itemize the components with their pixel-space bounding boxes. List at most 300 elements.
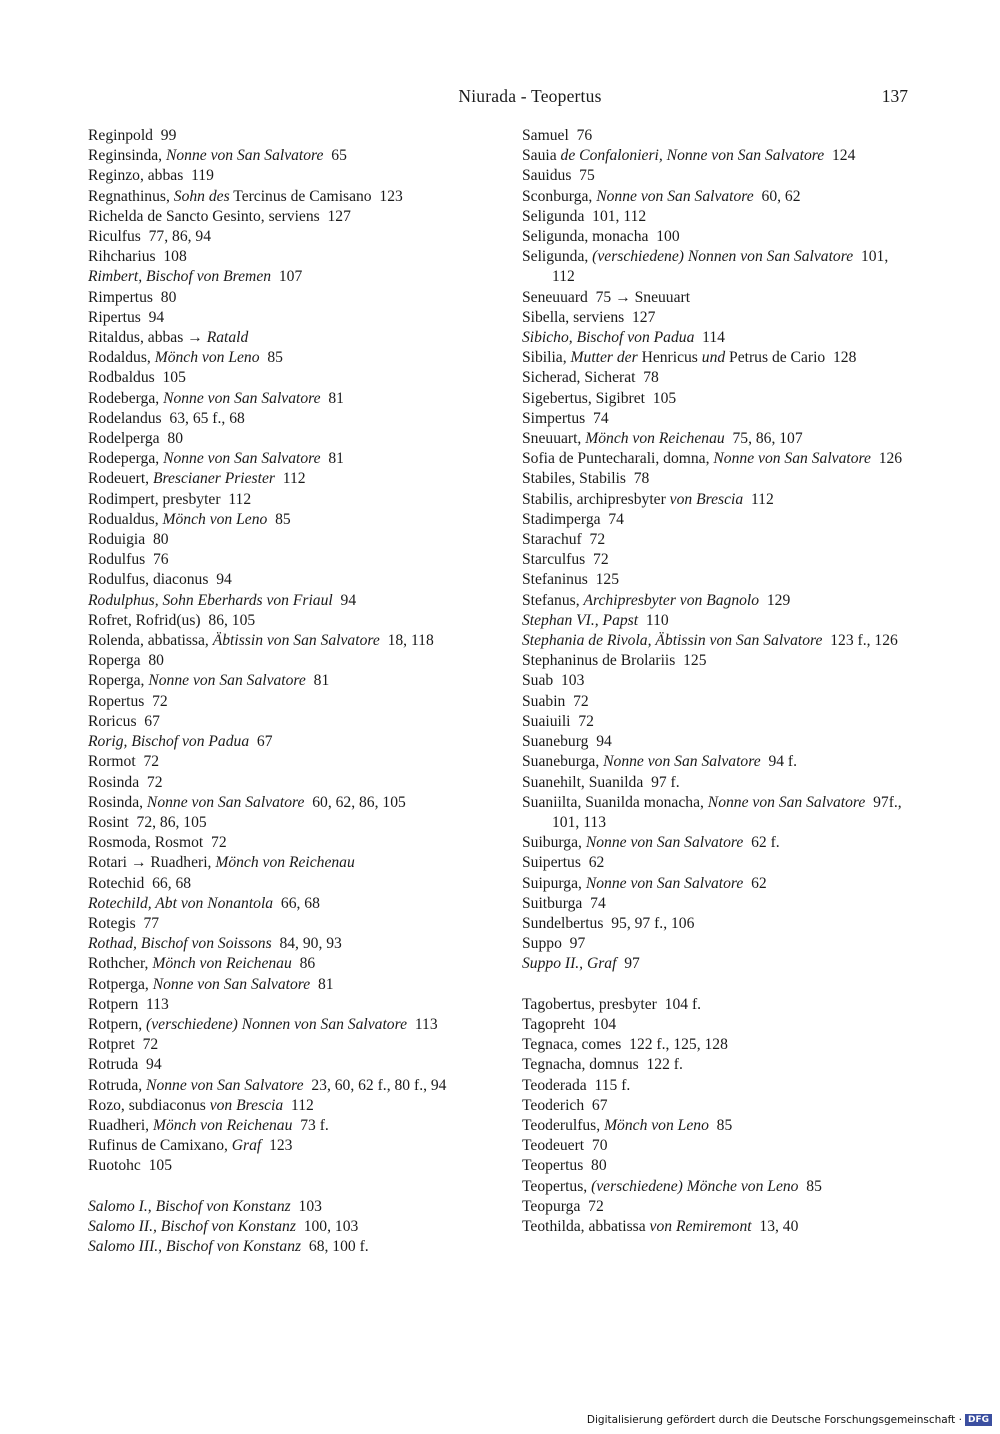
index-entry-text: Rodulfus 76 bbox=[88, 551, 169, 569]
index-entry bbox=[522, 227, 914, 247]
index-entry bbox=[88, 348, 488, 368]
index-entry-text: Rofret, Rofrid(us) 86, 105 bbox=[88, 611, 256, 629]
index-entry-text: 13, 40 bbox=[751, 1217, 799, 1235]
index-entry-text: von Remiremont bbox=[649, 1217, 752, 1235]
index-entry-text: Rothad, Bischof von Soissons bbox=[88, 935, 272, 953]
index-entry-text: 112 bbox=[274, 470, 306, 488]
index-entry bbox=[88, 570, 488, 590]
index-entry bbox=[522, 874, 914, 894]
index-entry-text: 103 bbox=[290, 1197, 322, 1215]
index-entry bbox=[522, 894, 914, 914]
index-entry bbox=[88, 247, 488, 267]
index-entry-text: 126 bbox=[870, 450, 903, 468]
index-entry-text: 85 bbox=[267, 510, 291, 528]
index-entry-text: von Brescia bbox=[209, 1096, 284, 1114]
index-entry bbox=[522, 833, 914, 853]
index-entry bbox=[88, 530, 488, 550]
index-entry bbox=[88, 1015, 488, 1035]
index-entry bbox=[88, 267, 488, 287]
index-entry-text: 97 bbox=[616, 955, 640, 973]
index-entry-text: Teothilda, abbatissa bbox=[522, 1217, 650, 1235]
index-entry-text: 94 f. bbox=[760, 753, 798, 771]
index-entry-text: 67 bbox=[249, 733, 273, 751]
index-entry-text: Ruadheri, bbox=[88, 1116, 153, 1134]
index-entry-text: Stephaninus de Brolariis 125 bbox=[522, 652, 707, 670]
index-entry bbox=[522, 409, 914, 429]
index-entry-text: Rotruda, bbox=[88, 1076, 147, 1094]
index-entry-text: Sauidus 75 bbox=[522, 167, 595, 185]
index-entry-text: Stefanus, bbox=[522, 591, 584, 609]
index-entry-text: Rihcharius 108 bbox=[88, 248, 187, 266]
index-entry bbox=[522, 146, 914, 166]
index-entry-text: Sofia de Puntecharali, domna, bbox=[522, 450, 714, 468]
index-entry-text: Rotechild, Abt von Nonantola bbox=[88, 894, 274, 912]
index-entry bbox=[88, 449, 488, 469]
index-entry-text: Roperga 80 bbox=[88, 652, 164, 670]
index-entry bbox=[88, 995, 488, 1015]
index-entry-text: 107 bbox=[271, 268, 303, 286]
index-entry-text: Samuel 76 bbox=[522, 127, 593, 144]
index-entry-text: (verschiedene) Mönche von Leno bbox=[591, 1177, 799, 1195]
index-entry-text: Simpertus 74 bbox=[522, 409, 609, 427]
index-entry-text: Rosint 72, 86, 105 bbox=[88, 813, 207, 831]
index-entry bbox=[522, 288, 914, 308]
index-entry-text: 85 bbox=[259, 349, 283, 367]
index-entry bbox=[522, 207, 914, 227]
index-entry-text: Ritaldus, abbas → bbox=[88, 329, 207, 347]
index-entry-text: Ropertus 72 bbox=[88, 692, 168, 710]
index-entry bbox=[522, 853, 914, 873]
index-entry-text: Rotpern, bbox=[88, 1015, 147, 1033]
index-entry-text: Stephan VI., Papst bbox=[522, 611, 639, 629]
index-entry-text: Tegnacha, domnus 122 f. bbox=[522, 1056, 683, 1074]
index-entry bbox=[522, 530, 914, 550]
index-entry-text: Nonne von San Salvatore bbox=[163, 450, 321, 468]
index-entry-text: Henricus bbox=[637, 349, 702, 367]
index-entry-text: Mönch von Reichenau bbox=[152, 1116, 293, 1134]
index-entry-text: Nonne von San Salvatore bbox=[146, 1076, 304, 1094]
index-entry bbox=[88, 207, 488, 227]
index-entry-text: Graf bbox=[231, 1137, 262, 1155]
index-entry-text: 101, 112 bbox=[552, 248, 893, 286]
index-entry-text: Salomo II., Bischof von Konstanz bbox=[88, 1217, 296, 1235]
index-entry bbox=[522, 995, 914, 1015]
index-entry bbox=[88, 853, 488, 873]
index-entry bbox=[88, 752, 488, 772]
index-entry-text: Roperga, bbox=[88, 672, 149, 690]
index-entry bbox=[88, 732, 488, 752]
index-entry-text: Rosmoda, Rosmot 72 bbox=[88, 834, 227, 852]
section-gap bbox=[522, 975, 914, 995]
index-entry-text: Stephania de Rivola, Äbtissin von San Salvatore bbox=[522, 632, 823, 650]
index-entry-text: 23, 60, 62 f., 80 f., 94 bbox=[303, 1076, 447, 1094]
index-entry-text: 81 bbox=[320, 389, 344, 407]
index-entry-text: Nonne von San Salvatore bbox=[585, 874, 744, 892]
page-number: 137 bbox=[881, 86, 908, 106]
running-head: Niurada - Teopertus bbox=[458, 86, 602, 106]
index-entry-text: 60, 62, 86, 105 bbox=[304, 793, 406, 811]
index-entry-text: Suabin 72 bbox=[522, 692, 589, 710]
index-entry-text: 97f., 101, 113 bbox=[552, 793, 906, 831]
index-entry bbox=[522, 368, 914, 388]
index-entry bbox=[522, 308, 914, 328]
index-entry-text: 112 bbox=[283, 1096, 314, 1114]
funding-note: Digitalisierung gefördert durch die Deutsche Forschungsgemeinschaft · bbox=[586, 1414, 962, 1426]
index-entry-text: Teopurga 72 bbox=[522, 1197, 604, 1215]
index-entry bbox=[88, 631, 488, 651]
index-entry-text: Teodeuert 70 bbox=[522, 1137, 608, 1155]
index-entry bbox=[88, 166, 488, 186]
index-entry bbox=[522, 752, 914, 772]
index-entry bbox=[522, 934, 914, 954]
index-entry-text: Rosinda, bbox=[88, 793, 147, 811]
index-entry bbox=[522, 490, 914, 510]
index-entry-text: 81 bbox=[305, 672, 330, 690]
index-entry-text: 110 bbox=[638, 611, 669, 629]
index-entry-text: Mönch von Leno bbox=[162, 510, 268, 528]
index-entry-text: 129 bbox=[759, 591, 791, 609]
index-entry-text: Teoderada 115 f. bbox=[522, 1076, 631, 1094]
index-entry-text: Teoderulfus, bbox=[522, 1116, 605, 1134]
index-entry-text: Sauia bbox=[522, 147, 561, 165]
index-entry-text: Rimpertus 80 bbox=[88, 288, 177, 306]
index-entry-text: Nonne von San Salvatore bbox=[148, 672, 306, 690]
index-entry bbox=[88, 510, 488, 530]
index-entry bbox=[88, 692, 488, 712]
index-entry bbox=[522, 1015, 914, 1035]
index-entry-text: 85 bbox=[798, 1177, 822, 1195]
index-entry-text: Suppo II., Graf bbox=[522, 955, 617, 973]
index-entry-text: 86 bbox=[291, 955, 316, 973]
funding-footer bbox=[560, 1414, 992, 1430]
index-entry bbox=[88, 651, 488, 671]
index-entry bbox=[88, 429, 488, 449]
index-entry-text: Reginsinda, bbox=[88, 147, 166, 165]
index-entry-text: Rodulfus, diaconus 94 bbox=[88, 571, 232, 589]
section-gap bbox=[88, 1177, 488, 1197]
index-entry-text: Mönch von Leno bbox=[604, 1116, 709, 1134]
index-entry-text: 60, 62 bbox=[753, 187, 801, 205]
index-entry-text: Rodelandus 63, 65 f., 68 bbox=[88, 409, 245, 427]
index-entry bbox=[522, 348, 914, 368]
index-entry bbox=[88, 914, 488, 934]
index-entry-text: Rodimpert, presbyter 112 bbox=[88, 490, 252, 508]
index-entry-text: Suaniilta, Suanilda monacha, bbox=[522, 793, 708, 811]
index-entry-text: Sicherad, Sicherat 78 bbox=[522, 369, 659, 387]
index-entry-text: Rodeuert, bbox=[88, 470, 153, 488]
index-entry-text: (verschiedene) Nonnen von San Salvatore bbox=[146, 1015, 408, 1033]
index-entry-text: Seligunda, bbox=[522, 248, 593, 266]
index-entry bbox=[522, 773, 914, 793]
index-entry-text: Nonne von San Salvatore bbox=[163, 389, 321, 407]
index-entry bbox=[88, 126, 488, 146]
index-entry-text: Seligunda 101, 112 bbox=[522, 207, 647, 225]
index-entry bbox=[522, 1116, 914, 1136]
index-entry-text: Sigebertus, Sigibret 105 bbox=[522, 389, 677, 407]
index-entry-text: Rodelperga 80 bbox=[88, 430, 183, 448]
index-entry-text: 124 bbox=[824, 147, 856, 165]
index-entry bbox=[522, 611, 914, 631]
index-entry-text: Rotpret 72 bbox=[88, 1036, 159, 1054]
index-entry-text: 75, 86, 107 bbox=[724, 430, 803, 448]
index-entry-text: Suitburga 74 bbox=[522, 894, 606, 912]
index-entry-text: Nonne von San Salvatore bbox=[146, 793, 305, 811]
index-entry-text: Roduigia 80 bbox=[88, 531, 169, 549]
index-entry-text: Suppo 97 bbox=[522, 935, 586, 953]
index-entry bbox=[522, 1217, 914, 1237]
index-entry-text: Sconburga, bbox=[522, 187, 597, 205]
index-entry bbox=[88, 1096, 488, 1116]
index-entry-text: Stabilis, archipresbyter bbox=[522, 490, 670, 508]
index-entry bbox=[522, 732, 914, 752]
index-entry-text: Suab 103 bbox=[522, 672, 585, 690]
index-entry bbox=[88, 490, 488, 510]
index-entry-text: Rodbaldus 105 bbox=[88, 369, 186, 387]
index-entry-text: Suaneburga, bbox=[522, 753, 604, 771]
index-entry bbox=[522, 247, 914, 287]
index-entry-text: Rufinus de Camixano, bbox=[88, 1137, 232, 1155]
index-entry-text: Brescianer Priester bbox=[152, 470, 275, 488]
index-entry-text: Suiburga, bbox=[522, 834, 586, 852]
index-entry-text: Teopertus, bbox=[522, 1177, 592, 1195]
index-entry-text: Roricus 67 bbox=[88, 712, 160, 730]
index-entry-text: Mönch von Reichenau bbox=[152, 955, 292, 973]
index-entry-text: 114 bbox=[694, 329, 725, 347]
index-entry bbox=[88, 146, 488, 166]
index-entry-text: 123 f., 126 bbox=[822, 632, 898, 650]
index-entry bbox=[88, 550, 488, 570]
index-entry-text: Rodeberga, bbox=[88, 389, 164, 407]
index-entry bbox=[88, 1055, 488, 1075]
index-entry-text: 62 bbox=[743, 874, 767, 892]
index-column-left bbox=[88, 126, 488, 1257]
index-entry-text: Mutter der bbox=[570, 349, 638, 367]
index-entry-text: Sibilia, bbox=[522, 349, 571, 367]
index-entry bbox=[522, 793, 914, 833]
dfg-logo: DFG bbox=[965, 1414, 992, 1426]
index-entry-text: Rotegis 77 bbox=[88, 914, 160, 932]
index-entry-text: Rimbert, Bischof von Bremen bbox=[88, 268, 272, 286]
index-entry bbox=[522, 389, 914, 409]
index-entry bbox=[522, 510, 914, 530]
index-entry-text: Rorig, Bischof von Padua bbox=[88, 733, 250, 751]
index-entry bbox=[88, 793, 488, 813]
index-entry-text: Rodeperga, bbox=[88, 450, 164, 468]
index-entry-text: 85 bbox=[708, 1116, 733, 1134]
index-entry-text: 94 bbox=[332, 591, 357, 609]
index-entry bbox=[88, 934, 488, 954]
index-entry bbox=[522, 1055, 914, 1075]
index-entry bbox=[522, 328, 914, 348]
index-entry-text: 112 bbox=[743, 490, 774, 508]
index-entry-text: 113 bbox=[407, 1015, 438, 1033]
index-entry-text: Starculfus 72 bbox=[522, 551, 609, 569]
index-entry bbox=[522, 651, 914, 671]
index-entry bbox=[88, 389, 488, 409]
index-entry bbox=[88, 712, 488, 732]
index-entry-text: Teoderich 67 bbox=[522, 1096, 608, 1114]
index-entry bbox=[522, 550, 914, 570]
index-entry-text: Teopertus 80 bbox=[522, 1157, 607, 1175]
index-entry-text: Sohn des bbox=[173, 187, 230, 205]
index-entry-text: 81 bbox=[310, 975, 334, 993]
index-entry bbox=[522, 1156, 914, 1176]
index-entry-text: 81 bbox=[320, 450, 344, 468]
index-entry-text: Nonne von San Salvatore bbox=[165, 147, 324, 165]
index-entry-text: Reginpold 99 bbox=[88, 127, 177, 144]
index-entry-text: 84, 90, 93 bbox=[271, 935, 342, 953]
index-entry bbox=[522, 631, 914, 651]
index-entry-text: Starachuf 72 bbox=[522, 531, 606, 549]
index-entry-text: Rotruda 94 bbox=[88, 1056, 162, 1074]
index-entry bbox=[522, 1177, 914, 1197]
index-entry bbox=[88, 833, 488, 853]
index-entry-text: Seneuuard 75 → Sneuuart bbox=[522, 288, 691, 306]
index-entry bbox=[88, 894, 488, 914]
index-entry bbox=[88, 308, 488, 328]
index-entry bbox=[522, 1076, 914, 1096]
index-entry-text: Suaneburg 94 bbox=[522, 733, 612, 751]
index-entry bbox=[522, 126, 914, 146]
index-entry bbox=[522, 1096, 914, 1116]
index-entry-text: 18, 118 bbox=[379, 632, 434, 650]
index-entry-text: Ratald bbox=[206, 329, 249, 347]
index-entry-text: Rotari → Ruadheri, bbox=[88, 854, 216, 872]
index-entry-text: Rodulphus, Sohn Eberhards von Friaul bbox=[88, 591, 333, 609]
index-entry bbox=[522, 1197, 914, 1217]
index-entry-text: Archipresbyter von Bagnolo bbox=[583, 591, 760, 609]
index-entry bbox=[88, 328, 488, 348]
index-entry bbox=[522, 429, 914, 449]
index-entry bbox=[88, 671, 488, 691]
index-entry bbox=[88, 975, 488, 995]
index-entry bbox=[88, 1217, 488, 1237]
index-entry-text: 100, 103 bbox=[295, 1217, 359, 1235]
index-entry bbox=[522, 671, 914, 691]
index-entry-text: Suipertus 62 bbox=[522, 854, 605, 872]
index-entry-text: Ruotohc 105 bbox=[88, 1157, 173, 1175]
index-entry-text: Nonne von San Salvatore bbox=[713, 450, 871, 468]
index-entry-text: Rotperga, bbox=[88, 975, 153, 993]
index-entry bbox=[88, 409, 488, 429]
index-entry bbox=[88, 1156, 488, 1176]
index-entry-text: Tercinus de Camisano 123 bbox=[229, 187, 403, 205]
index-entry-text: Sibella, serviens 127 bbox=[522, 308, 656, 326]
index-entry-text: Petrus de Cario 128 bbox=[725, 349, 857, 367]
index-entry bbox=[522, 1136, 914, 1156]
index-entry-text: Stefaninus 125 bbox=[522, 571, 620, 589]
index-entry-text: Rozo, subdiaconus bbox=[88, 1096, 210, 1114]
index-entry bbox=[522, 914, 914, 934]
index-entry-text: 123 bbox=[261, 1137, 293, 1155]
index-entry-text: Riculfus 77, 86, 94 bbox=[88, 228, 212, 246]
index-entry-text: 62 f. bbox=[743, 834, 780, 852]
index-entry-text: Nonne von San Salvatore bbox=[603, 753, 761, 771]
index-entry bbox=[522, 187, 914, 207]
index-entry-text: Sibicho, Bischof von Padua bbox=[522, 329, 695, 347]
index-entry-text: von Brescia bbox=[669, 490, 744, 508]
index-entry-text: Suaiuili 72 bbox=[522, 712, 594, 730]
index-entry-text: Rosinda 72 bbox=[88, 773, 163, 791]
index-entry bbox=[88, 1116, 488, 1136]
index-entry-text: Sundelbertus 95, 97 f., 106 bbox=[522, 914, 695, 932]
index-entry-text: Salomo III., Bischof von Konstanz bbox=[88, 1238, 302, 1256]
index-entry bbox=[522, 712, 914, 732]
index-entry-text: Sneuuart, bbox=[522, 430, 586, 448]
index-entry bbox=[88, 773, 488, 793]
index-entry bbox=[88, 591, 488, 611]
index-entry-text: 65 bbox=[323, 147, 347, 165]
index-entry-text: Nonne von San Salvatore bbox=[152, 975, 311, 993]
index-entry bbox=[88, 227, 488, 247]
index-entry bbox=[88, 1197, 488, 1217]
index-entry-text: de Confalonieri, Nonne von San Salvatore bbox=[560, 147, 825, 165]
index-entry bbox=[88, 1076, 488, 1096]
index-entry-text: Mönch von Reichenau bbox=[215, 854, 355, 872]
index-entry-text: Suipurga, bbox=[522, 874, 586, 892]
index-entry-text: Suanehilt, Suanilda 97 f. bbox=[522, 773, 680, 791]
index-entry bbox=[522, 469, 914, 489]
index-entry-text: 66, 68 bbox=[273, 894, 320, 912]
index-entry bbox=[88, 813, 488, 833]
index-entry bbox=[522, 954, 914, 974]
index-entry-text: Rotechid 66, 68 bbox=[88, 874, 192, 892]
index-entry-text: Äbtissin von San Salvatore bbox=[212, 632, 380, 650]
index-entry bbox=[88, 469, 488, 489]
index-entry bbox=[88, 187, 488, 207]
index-entry bbox=[88, 1237, 488, 1257]
index-entry-text: Rodaldus, bbox=[88, 349, 155, 367]
index-entry bbox=[88, 611, 488, 631]
index-entry-text: Nonne von San Salvatore bbox=[707, 793, 866, 811]
index-entry bbox=[522, 449, 914, 469]
index-entry-text: Rolenda, abbatissa, bbox=[88, 632, 213, 650]
index-entry-text: Reginzo, abbas 119 bbox=[88, 167, 214, 185]
index-entry bbox=[522, 570, 914, 590]
index-entry-text: Tegnaca, comes 122 f., 125, 128 bbox=[522, 1036, 728, 1054]
index-entry-text: Rodualdus, bbox=[88, 510, 163, 528]
index-entry-text: 73 f. bbox=[292, 1116, 329, 1134]
index-entry-text: Tagopreht 104 bbox=[522, 1015, 617, 1033]
index-entry-text: Mönch von Reichenau bbox=[585, 430, 725, 448]
index-entry-text: Tagobertus, presbyter 104 f. bbox=[522, 995, 702, 1013]
index-entry-text: Rothcher, bbox=[88, 955, 153, 973]
index-entry-text: Nonne von San Salvatore bbox=[596, 187, 754, 205]
index-entry bbox=[522, 1035, 914, 1055]
index-entry-text: Ripertus 94 bbox=[88, 308, 165, 326]
index-entry-text: Stabiles, Stabilis 78 bbox=[522, 470, 650, 488]
index-entry bbox=[88, 874, 488, 894]
index-entry bbox=[522, 591, 914, 611]
index-entry bbox=[88, 954, 488, 974]
index-entry bbox=[88, 368, 488, 388]
index-entry bbox=[88, 1035, 488, 1055]
index-entry-text: und bbox=[701, 349, 726, 367]
index-entry bbox=[88, 1136, 488, 1156]
index-entry-text: Stadimperga 74 bbox=[522, 510, 624, 528]
index-entry bbox=[522, 166, 914, 186]
index-entry-text: Mönch von Leno bbox=[154, 349, 260, 367]
index-entry-text: Salomo I., Bischof von Konstanz bbox=[88, 1197, 291, 1215]
index-entry-text: Seligunda, monacha 100 bbox=[522, 228, 680, 246]
index-entry bbox=[88, 288, 488, 308]
index-entry bbox=[522, 692, 914, 712]
index-entry-text: Richelda de Sancto Gesinto, serviens 127 bbox=[88, 207, 351, 225]
index-entry-text: (verschiedene) Nonnen von San Salvatore bbox=[592, 248, 854, 266]
index-entry-text: Regnathinus, bbox=[88, 187, 174, 205]
index-entry-text: Nonne von San Salvatore bbox=[585, 834, 744, 852]
index-entry-text: 68, 100 f. bbox=[301, 1238, 369, 1256]
